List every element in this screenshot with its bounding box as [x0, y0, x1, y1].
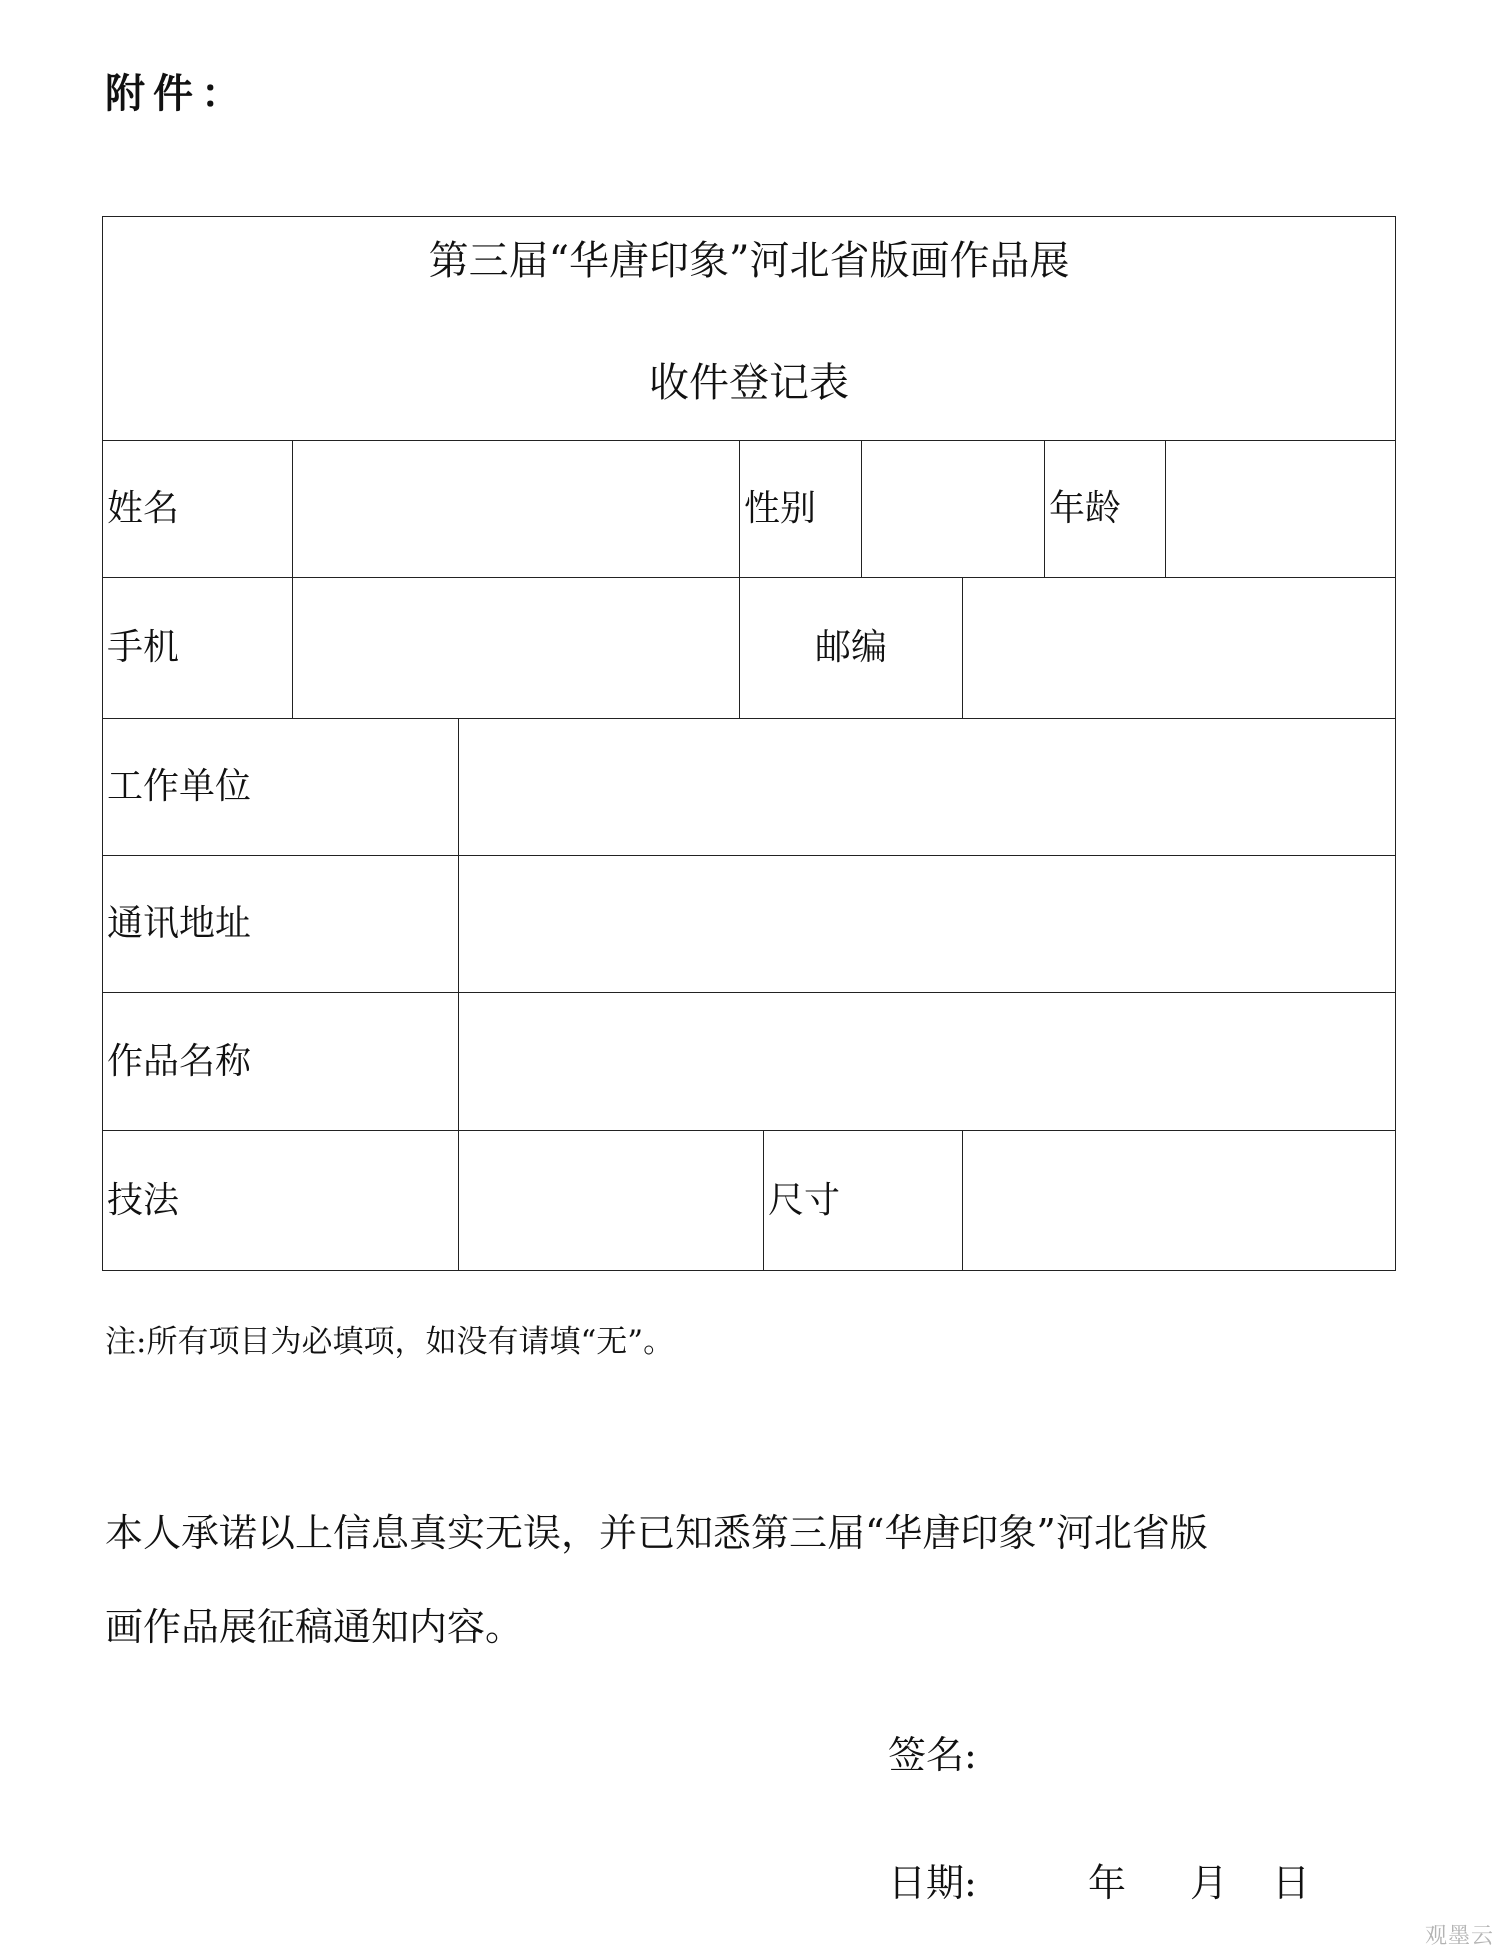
phone-field[interactable] [293, 578, 740, 719]
work-unit-label: 工作单位 [103, 719, 459, 856]
size-label: 尺寸 [764, 1131, 963, 1271]
technique-field[interactable] [459, 1131, 764, 1271]
age-label: 年龄 [1045, 441, 1166, 578]
postcode-label: 邮编 [740, 578, 963, 719]
phone-label: 手机 [103, 578, 293, 719]
registration-form-table [102, 216, 1396, 1271]
form-title-cell [103, 217, 1396, 441]
name-label: 姓名 [103, 441, 293, 578]
watermark-logo: 观墨云 [1424, 1924, 1494, 1949]
work-unit-field[interactable] [459, 719, 1396, 856]
gender-label: 性别 [740, 441, 862, 578]
date-month-label: 月 [1190, 1861, 1229, 1905]
postcode-field[interactable] [963, 578, 1396, 719]
address-label: 通讯地址 [103, 856, 459, 993]
age-field[interactable] [1166, 441, 1396, 578]
attachment-heading: 附件： [105, 71, 249, 117]
required-note: 注:所有项目为必填项，如没有请填“无”。 [105, 1324, 675, 1360]
size-field[interactable] [963, 1131, 1396, 1271]
date-day-label: 日 [1272, 1861, 1311, 1905]
form-subtitle: 收件登记表 [649, 359, 850, 406]
signature-label: 签名: [888, 1733, 977, 1777]
name-field[interactable] [293, 441, 740, 578]
date-year-label: 年 [1088, 1861, 1127, 1905]
date-label: 日期: [888, 1861, 977, 1905]
technique-label: 技法 [103, 1131, 459, 1271]
address-field[interactable] [459, 856, 1396, 993]
pledge-line-2: 画作品展征稿通知内容。 [105, 1605, 524, 1649]
gender-field[interactable] [862, 441, 1045, 578]
work-title-field[interactable] [459, 993, 1396, 1131]
work-title-label: 作品名称 [103, 993, 459, 1131]
form-title: 第三届“华唐印象”河北省版画作品展 [428, 237, 1070, 284]
pledge-line-1: 本人承诺以上信息真实无误，并已知悉第三届“华唐印象”河北省版 [105, 1511, 1208, 1555]
